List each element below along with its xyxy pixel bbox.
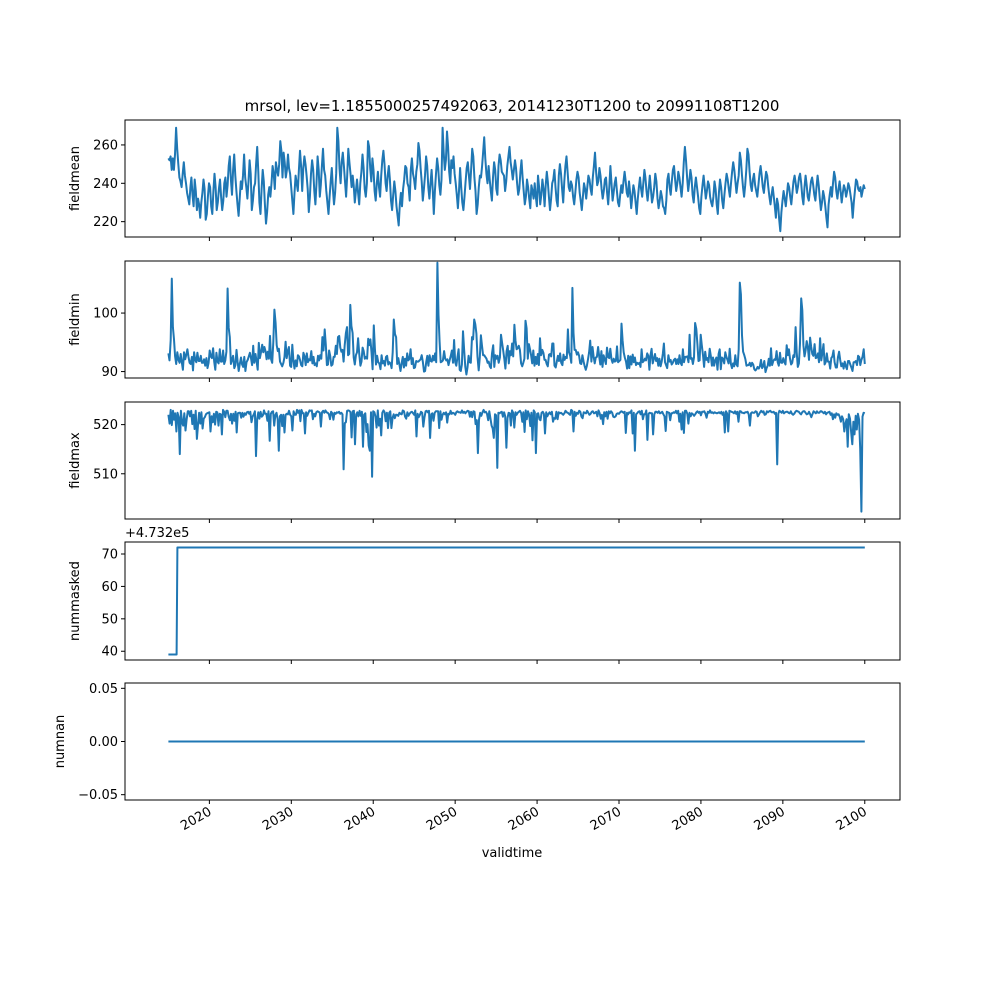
x-axis-label: validtime bbox=[481, 846, 543, 861]
x-tick-label: 2040 bbox=[342, 804, 379, 835]
y-tick-label: 260 bbox=[93, 138, 118, 154]
panel-numnan bbox=[53, 682, 900, 834]
y-tick-label: 510 bbox=[93, 467, 118, 483]
y-axis-label-fieldmin: fieldmin bbox=[68, 293, 83, 346]
y-tick-label: 520 bbox=[93, 418, 118, 434]
series-line-nummasked bbox=[168, 548, 864, 655]
chart-title: mrsol, lev=1.1855000257492063, 20141230T1200 to 20991108T1200 bbox=[244, 97, 780, 115]
y-tick-label: 100 bbox=[93, 306, 118, 322]
x-tick-label: 2030 bbox=[260, 804, 297, 835]
panel-fieldmax bbox=[68, 402, 900, 523]
y-axis-label-numnan: numnan bbox=[53, 714, 68, 769]
y-axis-label-fieldmax: fieldmax bbox=[68, 432, 83, 489]
axes-frame-nummasked bbox=[125, 542, 900, 660]
x-tick-label: 2020 bbox=[178, 804, 215, 835]
y-axis-label-nummasked: nummasked bbox=[68, 561, 83, 641]
y-tick-label: 40 bbox=[101, 644, 118, 660]
y-tick-label: 0.00 bbox=[89, 735, 118, 750]
y-tick-label: 70 bbox=[101, 547, 118, 563]
x-tick-label: 2050 bbox=[423, 804, 461, 835]
y-tick-label: 220 bbox=[93, 215, 118, 231]
x-tick-label: 2070 bbox=[587, 804, 625, 835]
y-tick-label: 60 bbox=[101, 579, 118, 595]
axes-frame-fieldmax bbox=[125, 402, 900, 519]
x-tick-label: 2100 bbox=[833, 804, 870, 835]
y-tick-label: −0.05 bbox=[78, 788, 118, 804]
series-line-fieldmin bbox=[168, 263, 864, 375]
x-tick-label: 2060 bbox=[505, 804, 543, 835]
x-tick-label: 2090 bbox=[751, 804, 788, 835]
y-tick-label: 90 bbox=[101, 365, 118, 381]
series-line-fieldmax bbox=[168, 410, 864, 512]
panel-fieldmean bbox=[68, 120, 900, 241]
x-tick-label: 2080 bbox=[669, 804, 706, 835]
y-tick-label: 50 bbox=[101, 612, 118, 628]
panel-fieldmin bbox=[68, 261, 900, 382]
series-line-fieldmean bbox=[168, 128, 864, 232]
panel-nummasked bbox=[68, 526, 900, 664]
y-axis-label-fieldmean: fieldmean bbox=[68, 146, 83, 211]
y-tick-label: 0.05 bbox=[89, 681, 118, 697]
y-tick-label: 240 bbox=[93, 176, 118, 192]
y-offset-text: +4.732e5 bbox=[125, 526, 190, 541]
